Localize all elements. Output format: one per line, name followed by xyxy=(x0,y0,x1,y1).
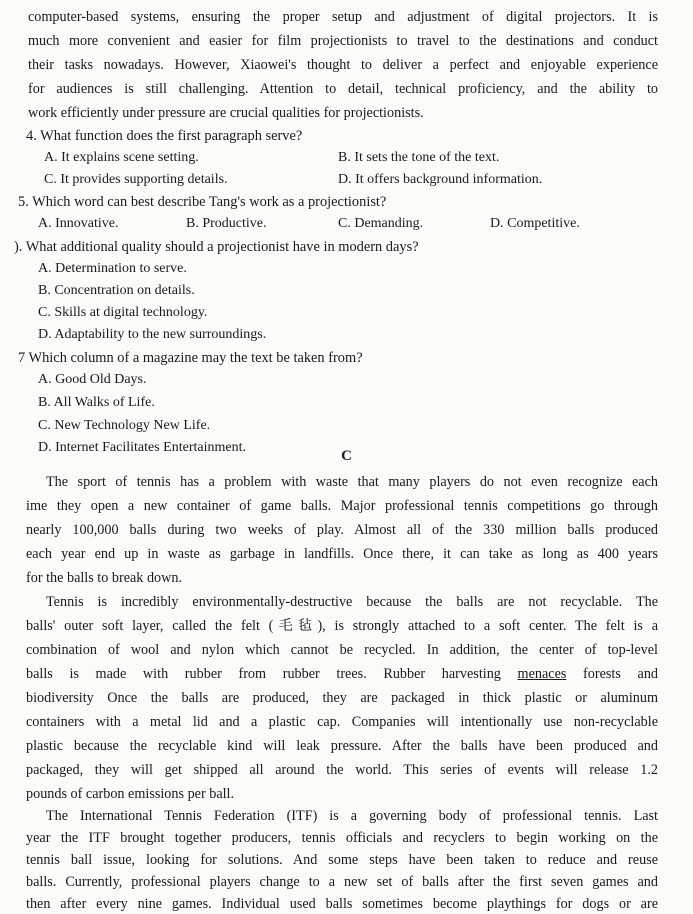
line-text: balls is made with rubber from rubber trees. Rubber harvesting xyxy=(26,666,518,682)
question-6-stem: ). What additional quality should a projectionist have in modern days? xyxy=(14,239,419,255)
question-6-option-a: A. Determination to serve. xyxy=(38,261,187,276)
question-5-option-d: D. Competitive. xyxy=(490,216,580,231)
paragraph-2-line xyxy=(26,664,658,684)
paragraph-2-line: containers with a metal lid and a plastic cap. Companies will intentionally use non-recyclable xyxy=(26,714,658,730)
paragraph-1-line: each year end up in waste as garbage in landfills. Once there, it can take as long as 400 years xyxy=(26,546,658,562)
passage-line: much more convenient and easier for film projectionists to travel to the destinations and conduct xyxy=(28,33,658,49)
underlined-word-menaces: menaces xyxy=(517,666,567,682)
paragraph-3-line: balls. Currently, professional players change to a new set of balls after the first seven games and xyxy=(26,874,658,890)
paragraph-3-line: then after every nine games. Individual used balls sometimes become playthings for dogs or are xyxy=(26,896,658,912)
question-4-option-c: C. It provides supporting details. xyxy=(44,172,228,187)
question-7-option-c: C. New Technology New Life. xyxy=(38,418,211,433)
question-6-option-c: C. Skills at digital technology. xyxy=(38,305,208,320)
question-7-stem: 7 Which column of a magazine may the text be taken from? xyxy=(18,350,363,366)
question-6-option-d: D. Adaptability to the new surroundings. xyxy=(38,327,267,342)
paragraph-2-line: combination of wool and nylon which cannot be recycled. In addition, the center of top-level xyxy=(26,642,658,658)
paragraph-2-line: biodiversity Once the balls are produced, they are packaged in thick plastic or aluminum xyxy=(26,690,658,706)
question-7-option-d: D. Internet Facilitates Entertainment. xyxy=(38,440,246,455)
passage-line: work efficiently under pressure are crucial qualities for projectionists. xyxy=(28,105,424,121)
passage-line: computer-based systems, ensuring the proper setup and adjustment of digital projectors. It is xyxy=(28,9,658,25)
question-5-stem: 5. Which word can best describe Tang's work as a projectionist? xyxy=(18,194,387,210)
question-4-option-b: B. It sets the tone of the text. xyxy=(338,150,500,165)
paragraph-2-line: pounds of carbon emissions per ball. xyxy=(26,786,235,802)
question-7-option-b: B. All Walks of Life. xyxy=(38,395,155,410)
question-4-option-d: D. It offers background information. xyxy=(338,172,543,187)
question-6-option-b: B. Concentration on details. xyxy=(38,283,195,298)
paragraph-1-line: nearly 100,000 balls during two weeks of play. Almost all of the 330 million balls produced xyxy=(26,522,658,538)
paragraph-2-line: plastic because the recyclable kind will leak pressure. After the balls have been produced and xyxy=(26,738,658,754)
question-7-option-a: A. Good Old Days. xyxy=(38,372,147,387)
paragraph-3-line: The International Tennis Federation (ITF) is a governing body of professional tennis. Last xyxy=(46,808,658,824)
paragraph-1-line: for the balls to break down. xyxy=(26,570,183,586)
paragraph-1-line: ime they open a new container of game balls. Major professional tennis competitions go through xyxy=(26,498,658,514)
passage-line: for audiences is still challenging. Attention to detail, technical proficiency, and the ability to xyxy=(28,81,658,97)
question-5-option-a: A. Innovative. xyxy=(38,216,119,231)
question-5-option-b: B. Productive. xyxy=(186,216,267,231)
passage-line: their tasks nowadays. However, Xiaowei's thought to deliver a perfect and enjoyable experience xyxy=(28,57,658,73)
paragraph-2-line: balls' outer soft layer, called the felt (毛毡), is strongly attached to a soft center. The felt is a xyxy=(26,618,658,634)
paragraph-1-line: The sport of tennis has a problem with waste that many players do not even recognize each xyxy=(46,474,658,490)
question-4-stem: 4. What function does the first paragraph serve? xyxy=(26,128,303,144)
paragraph-2-line: packaged, they will get shipped all around the world. This series of events will release 1.2 xyxy=(26,762,658,778)
paragraph-3-line: year the ITF brought together producers, tennis officials and recyclers to begin working on the xyxy=(26,830,658,846)
paragraph-3-line: tennis ball issue, looking for solutions. And some steps have been taken to reduce and reuse xyxy=(26,852,658,868)
paragraph-2-line: Tennis is incredibly environmentally-destructive because the balls are not recyclable. The xyxy=(46,594,658,610)
question-4-option-a: A. It explains scene setting. xyxy=(44,150,199,165)
question-5-option-c: C. Demanding. xyxy=(338,216,424,231)
section-c-heading: C xyxy=(341,448,352,464)
line-text: forests and xyxy=(566,666,659,682)
